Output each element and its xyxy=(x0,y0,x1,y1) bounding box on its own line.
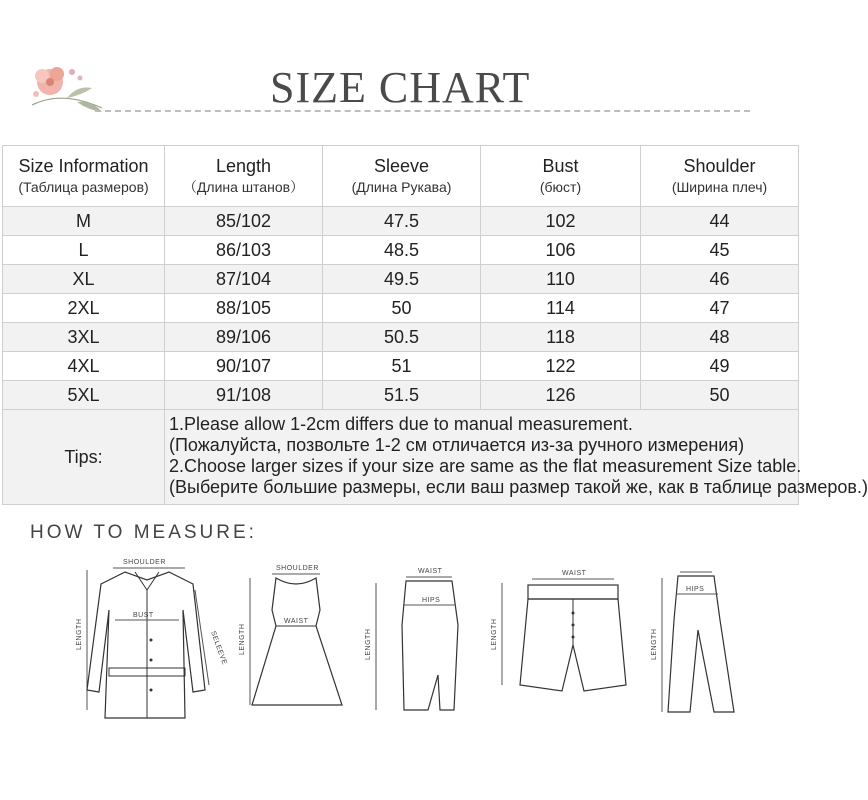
cell: 91/108 xyxy=(165,381,323,410)
table-row xyxy=(3,294,799,323)
cell: 114 xyxy=(481,294,641,323)
header-cell: Shoulder (Ширина плеч) xyxy=(641,146,799,207)
header-cell: Bust (бюст) xyxy=(481,146,641,207)
cell: 88/105 xyxy=(165,294,323,323)
cell: 5XL xyxy=(3,381,165,410)
cell: 50 xyxy=(323,294,481,323)
table-row xyxy=(3,323,799,352)
length-label: LENGTH xyxy=(651,628,658,660)
cell: 86/103 xyxy=(165,236,323,265)
skirt-illustration xyxy=(362,565,472,725)
cell: 126 xyxy=(481,381,641,410)
jacket-illustration xyxy=(65,550,228,730)
dress-illustration xyxy=(232,560,352,720)
cell: 46 xyxy=(641,265,799,294)
cell: 4XL xyxy=(3,352,165,381)
header-cell: Length （Длина штанов） xyxy=(165,146,323,207)
cell: 50 xyxy=(641,381,799,410)
hips-label: HIPS xyxy=(686,586,705,593)
tip-line: (Пожалуйста, позвольте 1-2 см отличается из-за ручного измерения) xyxy=(169,435,745,455)
shorts-illustration xyxy=(488,565,638,705)
cell: 89/106 xyxy=(165,323,323,352)
pants-illustration xyxy=(650,560,750,720)
table-row xyxy=(3,265,799,294)
cell: L xyxy=(3,236,165,265)
header xyxy=(0,0,800,140)
cell: 106 xyxy=(481,236,641,265)
page-title: SIZE CHART xyxy=(270,63,531,112)
cell: XL xyxy=(3,265,165,294)
cell: 51.5 xyxy=(323,381,481,410)
cell: 47 xyxy=(641,294,799,323)
cell: 51 xyxy=(323,352,481,381)
cell: 118 xyxy=(481,323,641,352)
cell: 49.5 xyxy=(323,265,481,294)
size-table xyxy=(2,145,868,505)
cell: 122 xyxy=(481,352,641,381)
cell: 48 xyxy=(641,323,799,352)
cell: 48.5 xyxy=(323,236,481,265)
cell: 90/107 xyxy=(165,352,323,381)
sleeve-label: SELEEVE xyxy=(209,630,228,666)
cell: 102 xyxy=(481,207,641,236)
cell: M xyxy=(3,207,165,236)
header-cell: Sleeve (Длина Рукава) xyxy=(323,146,481,207)
length-label: LENGTH xyxy=(239,623,246,655)
tip-line: 1.Please allow 1-2cm differs due to manual measurement. xyxy=(169,414,633,434)
bust-label: BUST xyxy=(133,612,154,619)
tip-line: (Выберите большие размеры, если ваш размер такой же, как в таблице размеров.) xyxy=(169,477,868,497)
cell: 47.5 xyxy=(323,207,481,236)
how-to-measure-heading: HOW TO MEASURE: xyxy=(30,522,257,543)
divider xyxy=(95,110,750,112)
waist-label: WAIST xyxy=(562,570,587,577)
tips-row xyxy=(3,410,799,505)
cell: 2XL xyxy=(3,294,165,323)
header-cell: Size Information (Таблица размеров) xyxy=(3,146,165,207)
shoulder-label: SHOULDER xyxy=(276,565,319,572)
length-label: LENGTH xyxy=(365,628,372,660)
hips-label: HIPS xyxy=(422,597,441,604)
tips-text xyxy=(165,410,868,505)
waist-label: WAIST xyxy=(418,568,443,575)
tip-line: 2.Choose larger sizes if your size are same as the flat measurement Size table. xyxy=(169,456,802,476)
cell: 50.5 xyxy=(323,323,481,352)
length-label: LENGTH xyxy=(76,618,83,650)
table-row xyxy=(3,352,799,381)
length-label: LENGTH xyxy=(491,618,498,650)
cell: 49 xyxy=(641,352,799,381)
table-header xyxy=(3,146,799,207)
cell: 3XL xyxy=(3,323,165,352)
table-row xyxy=(3,207,799,236)
table-row xyxy=(3,381,799,410)
cell: 85/102 xyxy=(165,207,323,236)
cell: 44 xyxy=(641,207,799,236)
cell: 87/104 xyxy=(165,265,323,294)
tips-label: Tips: xyxy=(3,410,165,505)
cell: 110 xyxy=(481,265,641,294)
table-row xyxy=(3,236,799,265)
shoulder-label: SHOULDER xyxy=(123,559,166,566)
cell: 45 xyxy=(641,236,799,265)
waist-label: WAIST xyxy=(284,618,309,625)
